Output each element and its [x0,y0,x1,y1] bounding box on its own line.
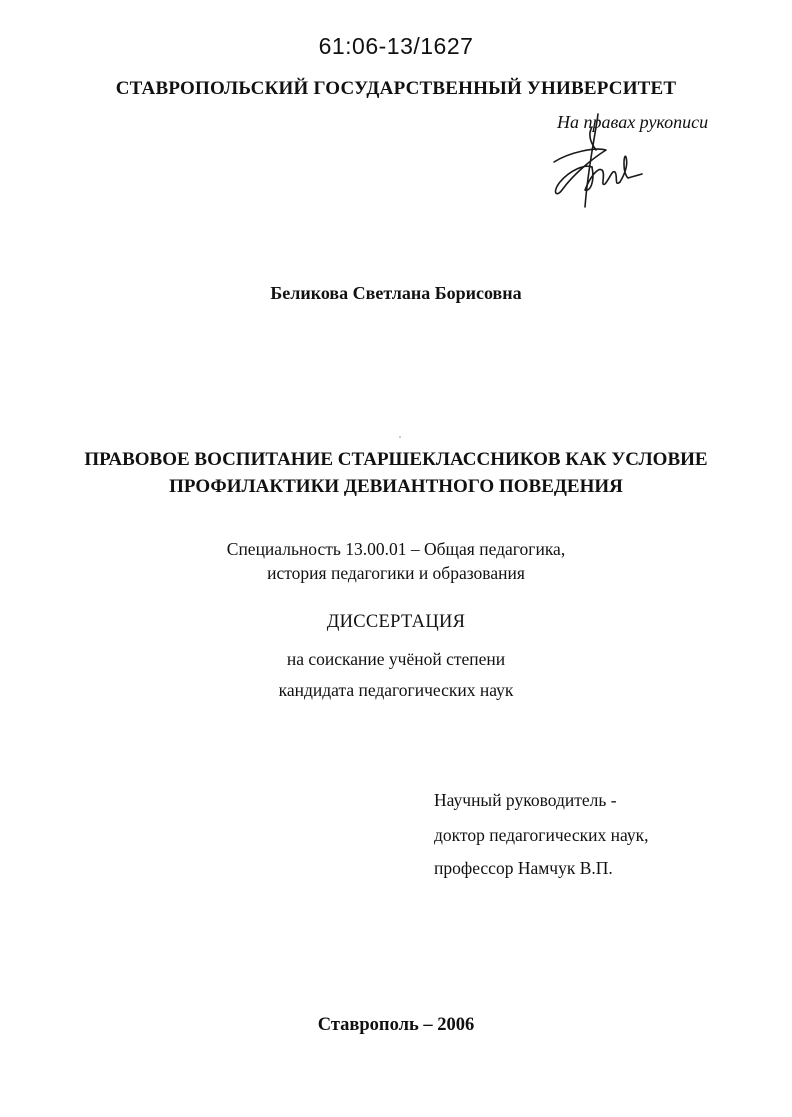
work-type: ДИССЕРТАЦИЯ [326,612,466,632]
handwritten-signature [540,112,680,222]
dissertation-title [0,446,792,500]
city-year: Ставрополь – 2006 [317,1015,475,1035]
specialty-block [0,537,792,585]
university-name: СТАВРОПОЛЬСКИЙ ГОСУДАРСТВЕННЫЙ УНИВЕРСИТЕТ [115,78,677,99]
advisor-line-1: Научный руководитель - [434,790,617,810]
scan-speck [399,436,401,438]
degree-line-2: кандидата педагогических наук [278,680,514,700]
document-code: 61:06-13/1627 [318,33,474,59]
advisor-line-3: профессор Намчук В.П. [434,858,613,878]
advisor-line-2: доктор педагогических наук, [434,825,649,845]
specialty-line-1: Специальность 13.00.01 – Общая педагогика, [226,539,566,559]
title-line-2: ПРОФИЛАКТИКИ ДЕВИАНТНОГО ПОВЕДЕНИЯ [169,476,623,497]
degree-line-1: на соискание учёной степени [286,649,506,669]
manuscript-note: На правах рукописи [557,112,709,132]
author-name: Беликова Светлана Борисовна [270,283,522,303]
specialty-line-2: история педагогики и образования [267,563,525,583]
title-line-1: ПРАВОВОЕ ВОСПИТАНИЕ СТАРШЕКЛАССНИКОВ КАК УСЛОВИЕ [84,449,708,470]
